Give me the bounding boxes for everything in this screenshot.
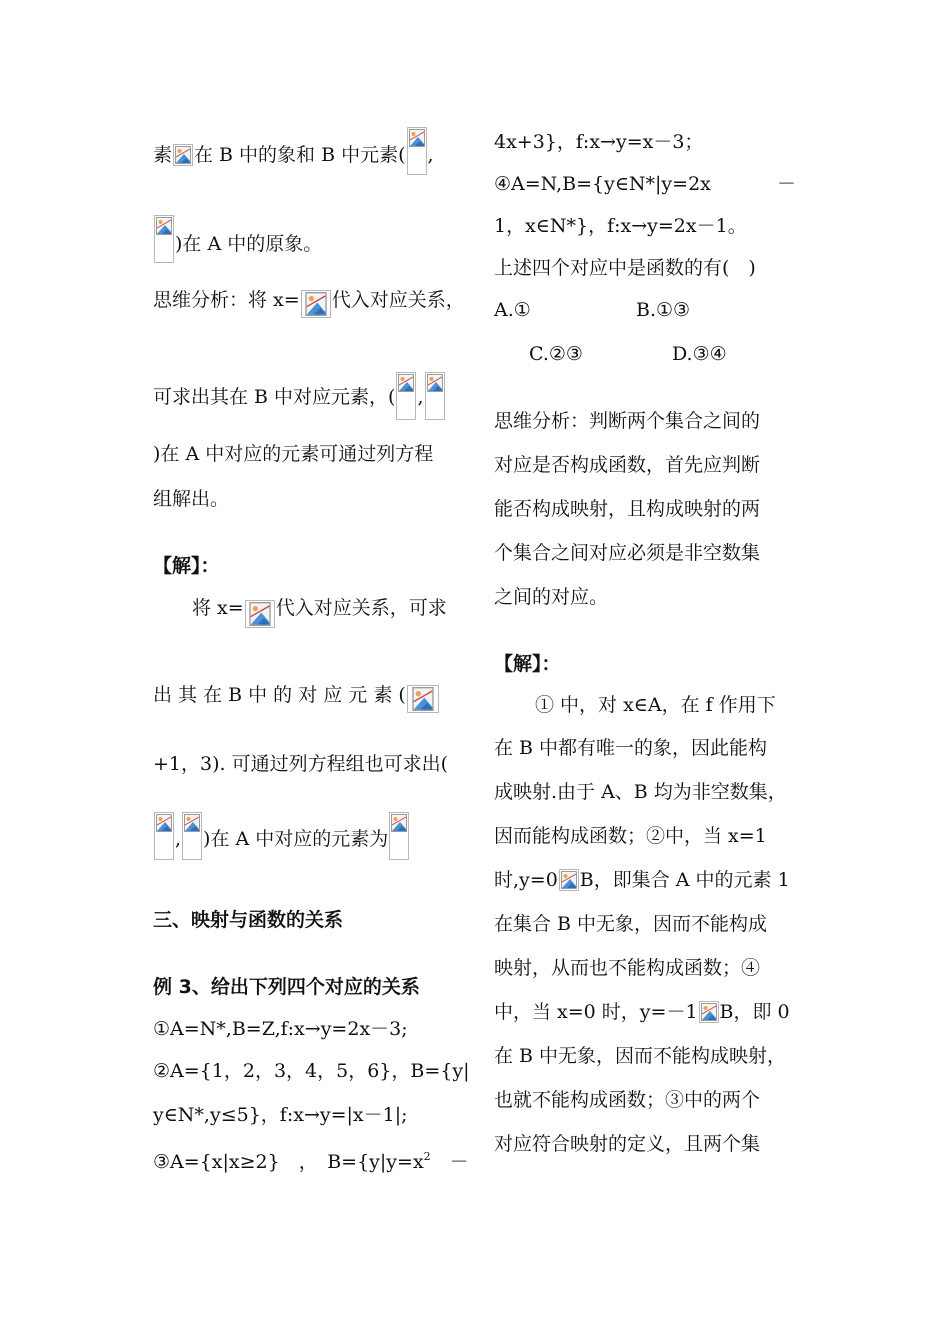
right-line-23: 对应符合映射的定义，且两个集 <box>494 1133 761 1155</box>
right-line-13: ① 中，对 x∈A，在 f 作用下 <box>535 694 776 716</box>
right-line-9: 能否构成映射，且构成映射的两 <box>494 498 761 520</box>
right-line-20: 中，当 x=0 时，y=－1 B，即 0 <box>494 1001 790 1023</box>
broken-image-icon <box>407 685 439 713</box>
left-line-3: 思维分析：将 x= 代入对应关系， <box>153 287 465 318</box>
left-line-11: , )在 A 中对应的元素为 <box>153 812 410 860</box>
choice-row-1 <box>494 297 691 323</box>
solution-heading-right: 【解】： <box>494 653 561 675</box>
left-line-16: y∈N*,y≤5}，f:x→y=|x－1|; <box>153 1104 408 1126</box>
right-line-22: 也就不能构成函数；③中的两个 <box>494 1089 761 1111</box>
broken-image-icon <box>407 127 427 175</box>
broken-image-icon <box>389 812 409 860</box>
choice-row-2 <box>529 341 727 367</box>
left-line-8: 将 x= 代入对应关系，可求 <box>192 595 447 628</box>
left-line-2: )在 A 中的原象。 <box>153 215 322 263</box>
right-line-10: 个集合之间对应必须是非空数集 <box>494 542 761 564</box>
broken-image-icon <box>154 812 174 860</box>
left-line-1: 素 在 B 中的象和 B 中元素( , <box>153 142 434 175</box>
right-line-1: 4x+3}，f:x→y=x－3； <box>494 131 704 153</box>
left-line-9: 出 其 在 B 中 的 对 应 元 素 ( <box>153 682 440 713</box>
solution-heading-left: 【解】： <box>153 555 220 577</box>
broken-image-icon <box>173 144 193 166</box>
right-line-17: 时,y=0 B，即集合 A 中的元素 1 <box>494 869 790 891</box>
section-heading: 三、映射与函数的关系 <box>153 909 344 931</box>
broken-image-icon <box>425 372 445 420</box>
right-line-18: 在集合 B 中无象，因而不能构成 <box>494 913 768 935</box>
right-line-8: 对应是否构成函数，首先应判断 <box>494 454 761 476</box>
left-line-14: ①A=N*,B=Z,f:x→y=2x－3; <box>153 1018 408 1040</box>
left-line-5: )在 A 中对应的元素可通过列方程 <box>153 443 434 465</box>
right-line-3: 1，x∈N*}，f:x→y=2x－1。 <box>494 215 747 237</box>
choice-d: D.③④ <box>672 343 727 365</box>
choice-b: B.①③ <box>636 299 691 321</box>
broken-image-icon <box>182 812 202 860</box>
left-line-17: ③A={x|x≥2} ， $B=\{y|y=x^2$ － <box>153 1150 469 1173</box>
left-line-15: ②A={1，2，3，4，5，6}，B={y| <box>153 1060 470 1082</box>
right-line-7: 思维分析：判断两个集合之间的 <box>494 410 761 432</box>
right-line-11: 之间的对应。 <box>494 586 609 608</box>
broken-image-icon <box>245 600 275 628</box>
left-line-4: 可求出其在 B 中对应元素，( , <box>153 384 446 420</box>
broken-image-icon <box>559 869 579 891</box>
right-line-15: 成映射.由于 A、B 均为非空数集， <box>494 781 787 803</box>
right-line-14: 在 B 中都有唯一的象，因此能构 <box>494 737 768 759</box>
example-heading: 例 3、给出下列四个对应的关系 <box>153 976 420 998</box>
broken-image-icon <box>154 215 174 263</box>
broken-image-icon <box>699 1001 719 1023</box>
left-line-6: 组解出。 <box>153 488 230 510</box>
left-line-10: +1，3). 可通过列方程组也可求出( <box>153 753 449 775</box>
choice-c: C.②③ <box>529 343 583 365</box>
broken-image-icon <box>301 290 331 318</box>
broken-image-icon <box>396 372 416 420</box>
right-line-4: 上述四个对应中是函数的有( ) <box>494 257 756 279</box>
right-line-21: 在 B 中无象，因而不能构成映射， <box>494 1045 787 1067</box>
choice-a: A.① <box>494 299 531 321</box>
right-line-2: ④A=N,B={y∈N*|y=2x － <box>494 173 796 195</box>
right-line-16: 因而能构成函数；②中，当 x=1 <box>494 825 767 847</box>
right-line-19: 映射，从而也不能构成函数；④ <box>494 957 761 979</box>
